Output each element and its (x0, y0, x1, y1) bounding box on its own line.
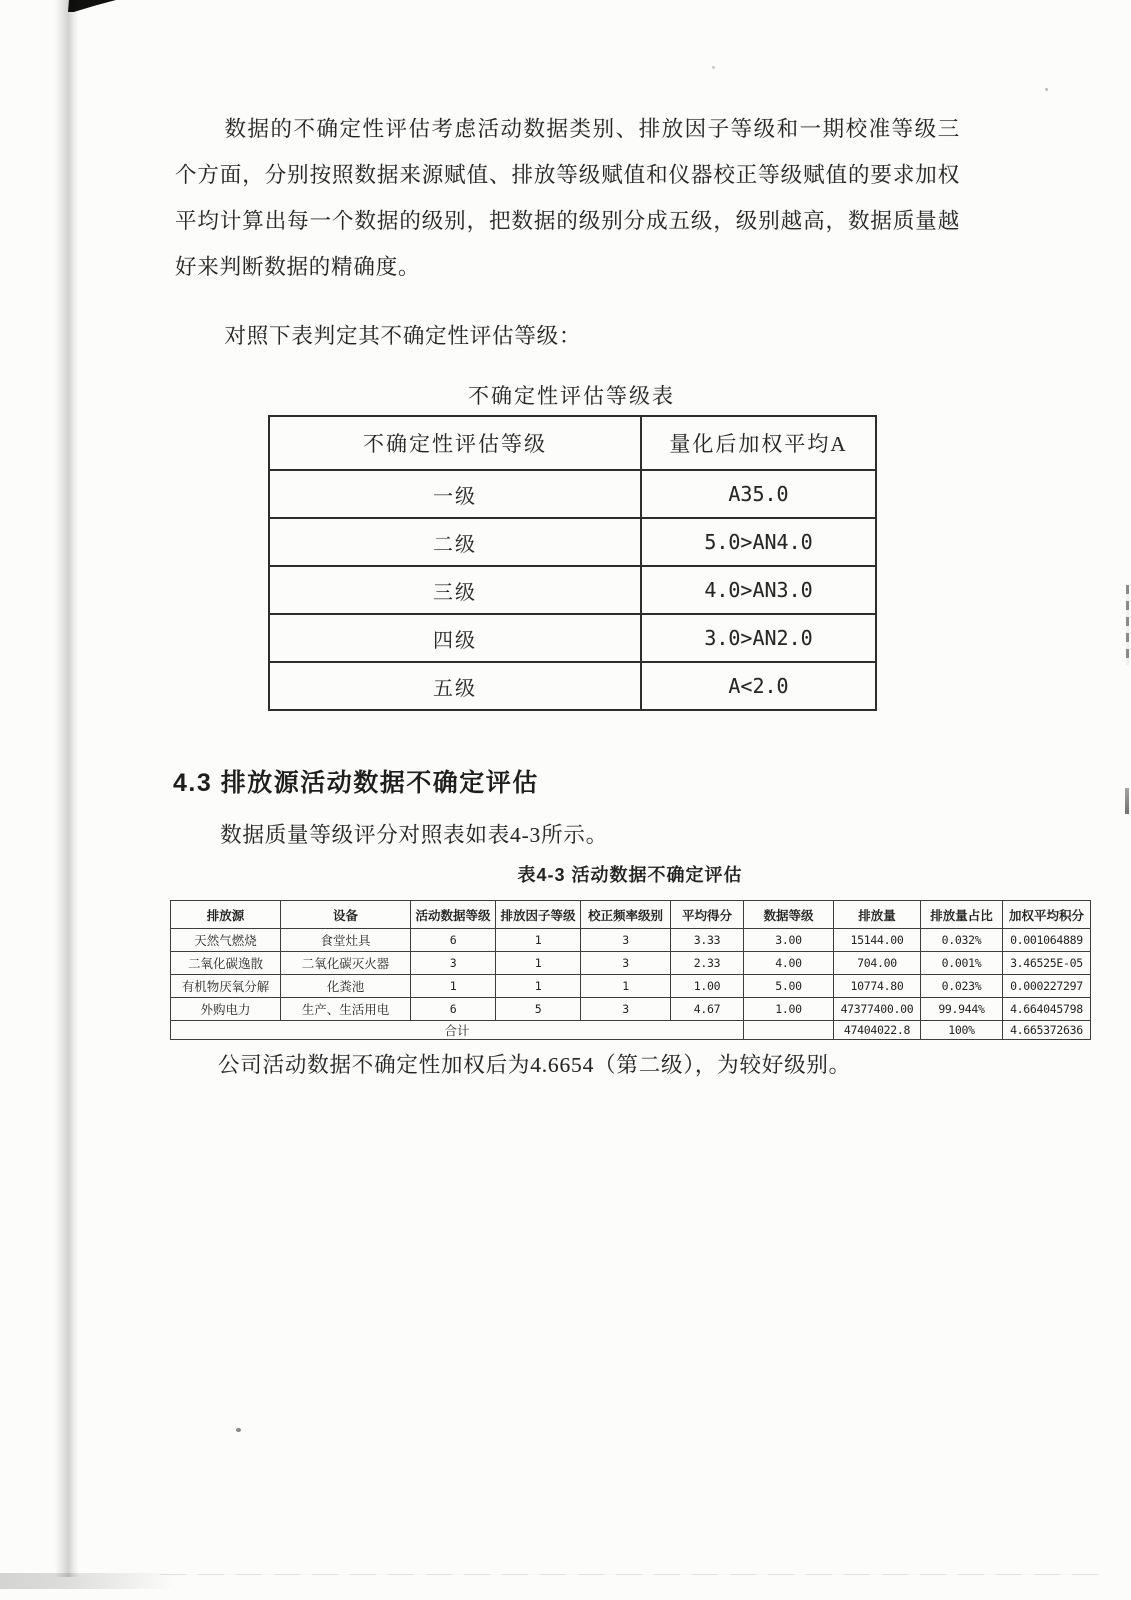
value-cell: 1.00 (744, 998, 834, 1021)
scan-artifact-right-mark (1125, 788, 1129, 814)
value-cell: 6 (411, 998, 496, 1021)
grade-cell: 一级 (269, 470, 641, 518)
column-header-grade: 不确定性评估等级 (269, 416, 641, 470)
paragraph-conclusion: 公司活动数据不确定性加权后为4.6654（第二级），为较好级别。 (218, 1053, 851, 1077)
grade-table-title: 不确定性评估等级表 (468, 384, 675, 408)
equipment-cell: 二氧化碳灭火器 (281, 952, 411, 975)
empty-cell (744, 1021, 834, 1040)
column-header-emission-factor-grade: 排放因子等级 (496, 901, 581, 929)
column-header-data-grade: 数据等级 (744, 901, 834, 929)
column-header-weighted-average: 量化后加权平均A (641, 416, 876, 470)
emission-source-cell: 天然气燃烧 (171, 929, 281, 952)
table-row (269, 470, 876, 518)
table-row (171, 975, 1091, 998)
value-cell: 0.001064889 (1003, 929, 1091, 952)
table-total-row (171, 1021, 1091, 1040)
equipment-cell: 化粪池 (281, 975, 411, 998)
value-cell: 1.00 (671, 975, 744, 998)
column-header-activity-data-grade: 活动数据等级 (411, 901, 496, 929)
activity-data-table (170, 900, 1091, 1040)
table-header-row (269, 416, 876, 470)
value-cell: 0.032% (921, 929, 1003, 952)
table-header-row (171, 901, 1091, 929)
value-cell: 15144.00 (834, 929, 921, 952)
grade-cell: 二级 (269, 518, 641, 566)
table-row (269, 566, 876, 614)
value-cell: 2.33 (671, 952, 744, 975)
scan-artifact-binding-shadow (55, 0, 79, 1577)
grade-cell: 五级 (269, 662, 641, 710)
value-cell: 5 (496, 998, 581, 1021)
total-emission-cell: 47404022.8 (834, 1021, 921, 1040)
emission-source-cell: 有机物厌氧分解 (171, 975, 281, 998)
equipment-cell: 生产、生活用电 (281, 998, 411, 1021)
paragraph-table-reference: 对照下表判定其不确定性评估等级： (224, 324, 582, 348)
value-cell: 3.46525E-05 (1003, 952, 1091, 975)
range-cell: A35.0 (641, 470, 876, 518)
scan-artifact-speck (712, 66, 715, 69)
value-cell: 3 (581, 998, 671, 1021)
column-header-emission-amount: 排放量 (834, 901, 921, 929)
column-header-emission-source: 排放源 (171, 901, 281, 929)
uncertainty-grade-table (268, 415, 877, 711)
value-cell: 704.00 (834, 952, 921, 975)
activity-table-caption: 表4-3 活动数据不确定评估 (517, 865, 743, 885)
value-cell: 3 (581, 952, 671, 975)
value-cell: 6 (411, 929, 496, 952)
table-row (171, 998, 1091, 1021)
value-cell: 1 (496, 975, 581, 998)
value-cell: 1 (496, 952, 581, 975)
table-row (269, 518, 876, 566)
table-row (171, 952, 1091, 975)
paragraph-uncertainty-method: 数据的不确定性评估考虑活动数据类别、排放因子等级和一期校准等级三个方面，分别按照数据来源赋值、排放等级赋值和仪器校正等级赋值的要求加权平均计算出每一个数据的级别，把数据的级别分成五级，级别越高，数据质量越好来判断数据的精确度。 (175, 117, 960, 279)
grade-cell: 四级 (269, 614, 641, 662)
value-cell: 4.00 (744, 952, 834, 975)
table-row (171, 929, 1091, 952)
value-cell: 4.664045798 (1003, 998, 1091, 1021)
column-header-emission-share: 排放量占比 (921, 901, 1003, 929)
grade-cell: 三级 (269, 566, 641, 614)
column-header-calibration-frequency: 校正频率级别 (581, 901, 671, 929)
value-cell: 5.00 (744, 975, 834, 998)
value-cell: 0.001% (921, 952, 1003, 975)
value-cell: 1 (581, 975, 671, 998)
value-cell: 99.944% (921, 998, 1003, 1021)
value-cell: 3.33 (671, 929, 744, 952)
column-header-weighted-score: 加权平均积分 (1003, 901, 1091, 929)
scan-artifact-bottom-smudge (0, 1573, 175, 1589)
total-share-cell: 100% (921, 1021, 1003, 1040)
emission-source-cell: 外购电力 (171, 998, 281, 1021)
range-cell: A<2.0 (641, 662, 876, 710)
range-cell: 3.0>AN2.0 (641, 614, 876, 662)
table-row (269, 662, 876, 710)
range-cell: 5.0>AN4.0 (641, 518, 876, 566)
total-score-cell: 4.665372636 (1003, 1021, 1091, 1040)
value-cell: 1 (496, 929, 581, 952)
value-cell: 0.023% (921, 975, 1003, 998)
column-header-equipment: 设备 (281, 901, 411, 929)
value-cell: 3 (581, 929, 671, 952)
value-cell: 4.67 (671, 998, 744, 1021)
scan-artifact-speck (236, 1428, 241, 1432)
section-heading: 4.3 排放源活动数据不确定评估 (173, 769, 539, 797)
value-cell: 10774.80 (834, 975, 921, 998)
value-cell: 47377400.00 (834, 998, 921, 1021)
paragraph-table43-reference: 数据质量等级评分对照表如表4-3所示。 (220, 823, 609, 847)
total-label-cell: 合计 (171, 1021, 744, 1040)
value-cell: 3.00 (744, 929, 834, 952)
range-cell: 4.0>AN3.0 (641, 566, 876, 614)
scan-artifact-speck (1045, 88, 1048, 91)
scan-artifact-right-dashes (1126, 585, 1129, 665)
table-row (269, 614, 876, 662)
column-header-average-score: 平均得分 (671, 901, 744, 929)
scan-artifact-page-edge-line (160, 1574, 1100, 1575)
value-cell: 0.000227297 (1003, 975, 1091, 998)
emission-source-cell: 二氧化碳逸散 (171, 952, 281, 975)
value-cell: 1 (411, 975, 496, 998)
value-cell: 3 (411, 952, 496, 975)
equipment-cell: 食堂灶具 (281, 929, 411, 952)
